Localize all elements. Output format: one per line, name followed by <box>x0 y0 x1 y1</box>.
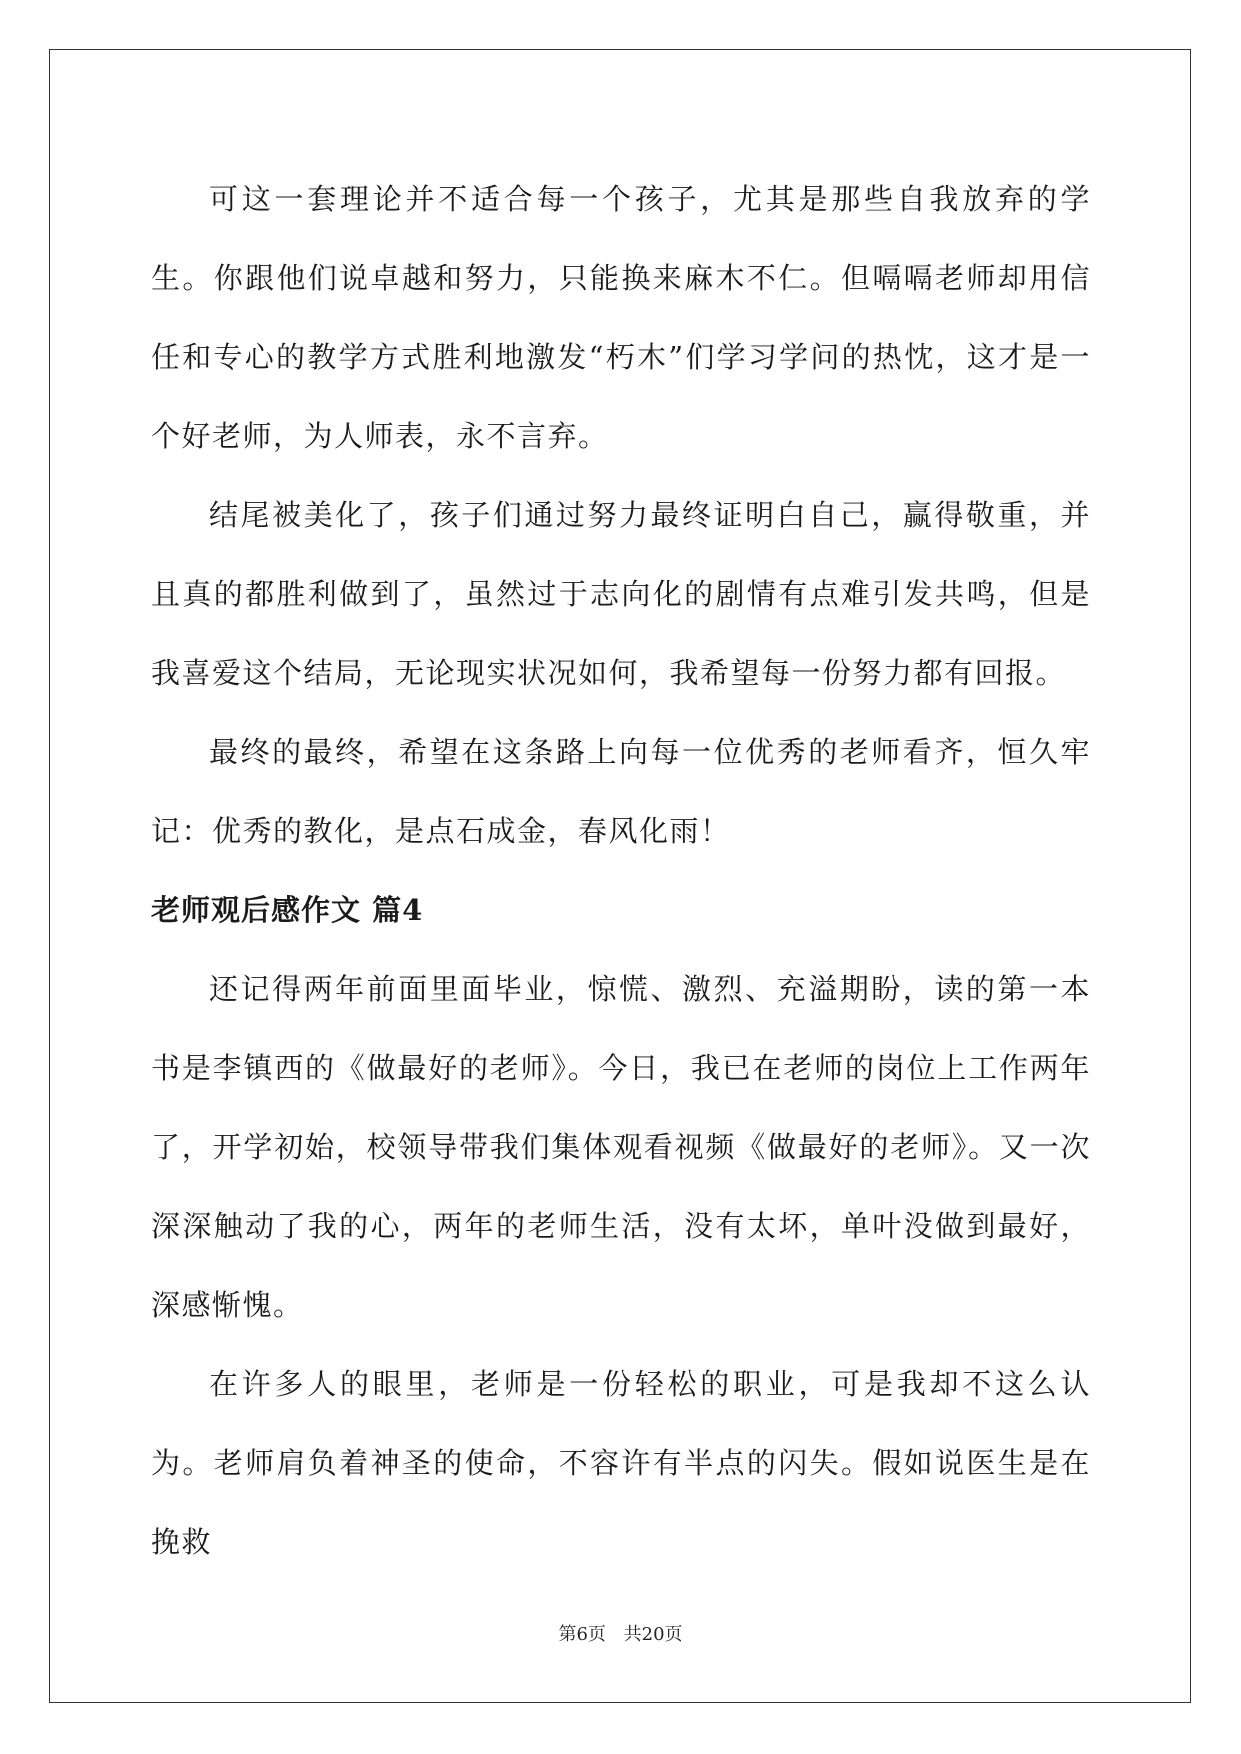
page-footer <box>0 1620 1241 1646</box>
page-number-total: 共20页 <box>623 1624 683 1645</box>
section-heading: 老师观后感作文 篇4 <box>151 893 424 927</box>
document-body <box>151 160 1091 1582</box>
paragraph: 可这一套理论并不适合每一个孩子，尤其是那些自我放弃的学生。你跟他们说卓越和努力，只能换来麻木不仁。但嗝嗝老师却用信任和专心的教学方式胜利地激发“朽木”们学习学问的热忱，这才是一个好老师，为人师表，永不言弃。 <box>151 182 1091 453</box>
paragraph: 在许多人的眼里，老师是一份轻松的职业，可是我却不这么认为。老师肩负着神圣的使命，不容许有半点的闪失。假如说医生是在挽救 <box>151 1367 1091 1559</box>
paragraph: 还记得两年前面里面毕业，惊慌、激烈、充溢期盼，读的第一本书是李镇西的《做最好的老师》。今日，我已在老师的岗位上工作两年了，开学初始，校领导带我们集体观看视频《做最好的老师》。又一次深深触动了我的心，两年的老师生活，没有太坏，单叶没做到最好，深感惭愧。 <box>151 972 1091 1322</box>
page-number-current: 第6页 <box>558 1624 606 1645</box>
paragraph: 结尾被美化了，孩子们通过努力最终证明白自己，赢得敬重，并且真的都胜利做到了，虽然过于志向化的剧情有点难引发共鸣，但是我喜爱这个结局，无论现实状况如何，我希望每一份努力都有回报。 <box>151 498 1091 690</box>
paragraph: 最终的最终，希望在这条路上向每一位优秀的老师看齐，恒久牢记：优秀的教化，是点石成金，春风化雨！ <box>151 735 1091 848</box>
